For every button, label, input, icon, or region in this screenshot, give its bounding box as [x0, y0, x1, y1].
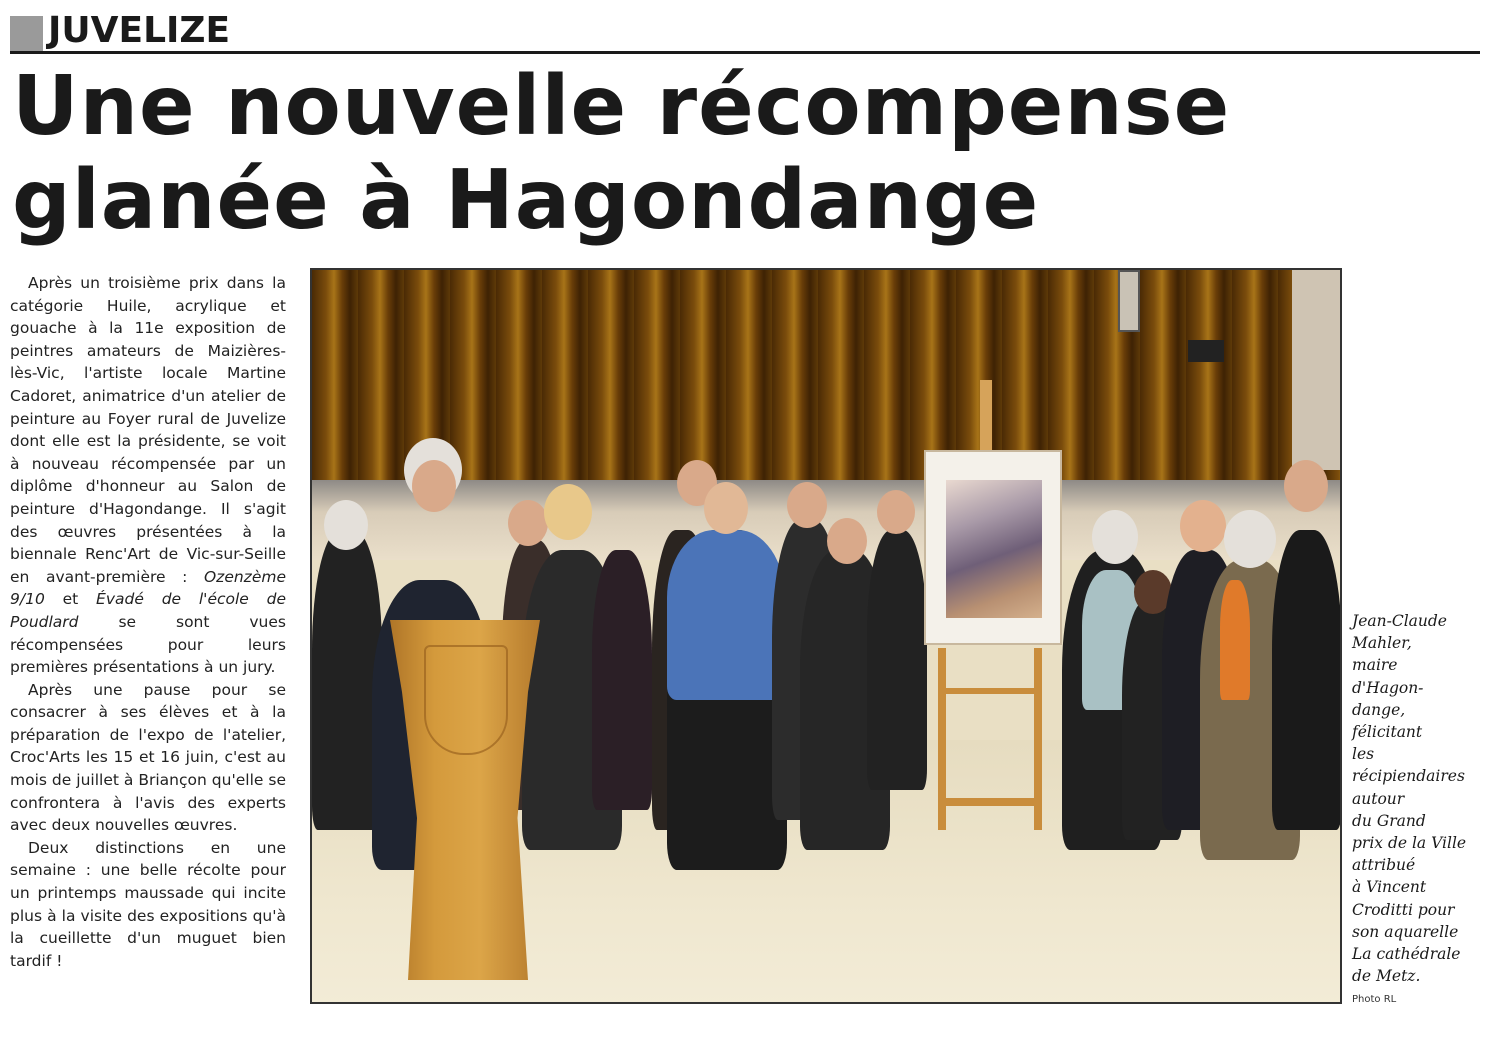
artwork-title-1: Ozenzème 9/10 [10, 567, 286, 609]
photo-credit: Photo RL [1352, 994, 1397, 1005]
article-paragraph-3: Deux distinctions en une semaine : une belle récolte pour un printemps maussade qui incite plus à la visite des expositions qu'à la cueillette d'un muguet bien tardif ! [10, 838, 286, 970]
headline-line-1: Une nouvelle récompense [12, 59, 1231, 154]
article-body [10, 272, 286, 972]
photo-small-speaker [1188, 340, 1224, 362]
rubric-rule [10, 51, 1480, 54]
photo-caption: Jean-Claude Mahler, maire d'Hagon- dange, félicitant les récipiendaires autour du Grand prix de la Ville attribué à Vincent Croditti pour son aquarelle La cathédrale de Metz. [1352, 612, 1467, 986]
photo-wall [1292, 270, 1340, 470]
rubric-label: JUVELIZE [48, 10, 231, 51]
section-rubric [10, 8, 1480, 51]
rubric-gray-block [10, 16, 43, 54]
photo-loudspeaker [1118, 270, 1140, 332]
artwork-title-2: Évadé de l'école de Poudlard [10, 590, 287, 631]
photo-easel [924, 380, 1044, 830]
photo-lectern-crest [424, 645, 508, 755]
photo-watercolour [924, 450, 1062, 645]
headline-line-2: glanée à Hagondange [12, 153, 1040, 248]
photo-curtain [312, 270, 1340, 500]
headline [12, 60, 1412, 248]
article-paragraph-1: Après un troisième prix dans la catégorie Huile, acrylique et gouache à la 11e exposition de peintres amateurs de Maizières-lès-Vic, l'artiste locale Martine Cadoret, animatrice d'un atelier de peinture au Foyer rural de Juvelize dont elle est la présidente, se voit à nouveau récompensée par un diplôme d'honneur au Salon de peinture d'Hagondange. Il s'agit des œuvres présentées à la biennale Renc'Art de Vic-sur-Seille en avant-première : Ozenzème 9/10 et Évadé de l'école de Poudlard se sont vues récompensées pour leurs premières présentations à un jury. [10, 274, 287, 677]
article-photo [310, 268, 1342, 1004]
article-paragraph-2: Après une pause pour se consacrer à ses élèves et à la préparation de l'expo de l'atelier, Croc'Arts les 15 et 16 juin, c'est au mois de juillet à Briançon qu'elle se confrontera à l'avis des experts avec deux nouvelles œuvres. [10, 680, 286, 835]
